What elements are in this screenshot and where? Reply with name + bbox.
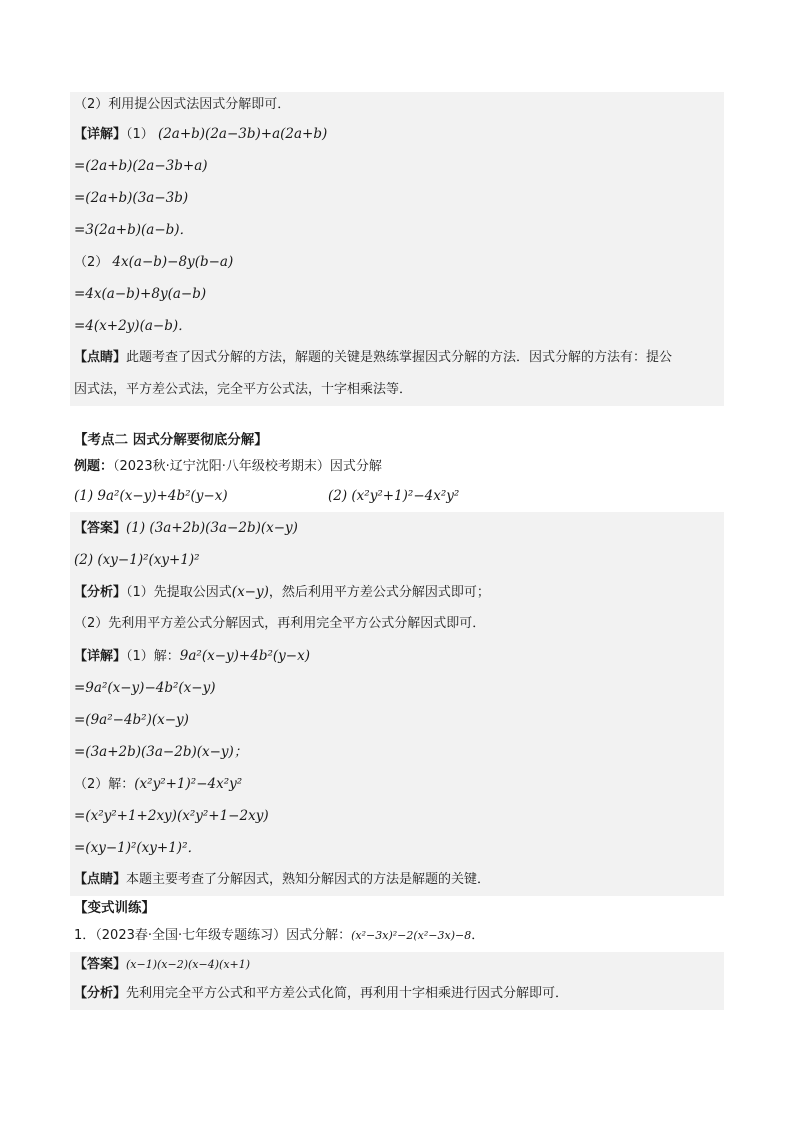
step-expression: =(9a²−4b²)(x−y) [74,712,189,728]
step-line [70,800,724,832]
exercise-question: 1．（2023春·全国·七年级专题练习）因式分解：(x²−3x)²−2(x²−3x)−8． [74,928,485,943]
example-source: （2023秋·辽宁沈阳·八年级校考期末）因式分解 [113,459,382,474]
intro-line [70,92,724,118]
comment-line-2 [70,374,724,406]
question-1: (1) 9a²(x−y)+4b²(y−x) [74,488,228,504]
comment-label: 【点睛】 [74,350,127,365]
comment-line [70,342,724,374]
comment-line [70,864,724,896]
analysis-line: 【分析】（1）先提取公因式(x−y)，然后利用平方差公式分解因式即可； [70,576,724,608]
comment-text: 本题主要考查了分解因式，熟知分解因式的方法是解题的关键． [126,872,491,887]
detail2-expression: (x²y²+1)²−4x²y² [134,776,243,792]
example-line [70,454,724,480]
analysis-line [70,978,724,1010]
answer-2: (2) (xy−1)²(xy+1)² [74,552,200,568]
answer-expression: (x−1)(x−2)(x−4)(x+1) [126,958,251,971]
step-expression: =9a²(x−y)−4b²(x−y) [74,680,216,696]
answer-label: 【答案】 [74,521,127,536]
detail-label: 【详解】 [74,127,127,142]
step-expression: =(x²y²+1+2xy)(x²y²+1−2xy) [74,808,269,824]
step-expression: =(2a+b)(2a−3b+a) [74,158,208,174]
analysis-text: 先利用完全平方公式和平方差公式化简，再利用十字相乘进行因式分解即可． [126,986,569,1001]
step-expression: =4(x+2y)(a−b)． [74,318,192,334]
detail-line: 【详解】（1）解：9a²(x−y)+4b²(y−x) [70,640,724,672]
step-expression: =(2a+b)(3a−3b) [74,190,189,206]
step-expression: =(xy−1)²(xy+1)²． [74,840,201,856]
question-2: (2) (x²y²+1)²−4x²y² [328,488,460,504]
analysis-text: （2）先利用平方差公式分解因式，再利用完全平方公式分解因式即可． [74,616,486,631]
detail-line [70,118,724,150]
step-line [70,310,724,342]
step-expression: =(3a+2b)(3a−2b)(x−y)； [74,744,248,760]
section-title: 【考点二 因式分解要彻底分解】 [74,432,268,448]
part2-line [70,246,724,278]
answer-line-2 [70,544,724,576]
comment-text: 此题考查了因式分解的方法，解题的关键是熟练掌握因式分解的方法．因式分解的方法有：提公 [126,350,673,365]
part2-expression: 4x(a−b)−8y(b−a) [112,254,234,270]
exercise-expression: (x²−3x)²−2(x²−3x)−8 [351,929,472,942]
question-row [70,480,724,512]
step-line [70,182,724,214]
step-line [70,704,724,736]
analysis-label: 【分析】 [74,986,127,1001]
step-expression: =4x(a−b)+8y(a−b) [74,286,207,302]
detail-expression: (2a+b)(2a−3b)+a(2a+b) [157,126,328,142]
comment-label: 【点睛】 [74,872,127,887]
section-title: 【变式训练】 [74,900,155,916]
detail2-line: （2）解：(x²y²+1)²−4x²y² [70,768,724,800]
comment-text-2: 因式法，平方差公式法，完全平方公式法，十字相乘法等． [74,382,413,397]
step-line [70,278,724,310]
answer-line [70,952,724,978]
intro-text: （2）利用提公因式法因式分解即可． [74,97,291,112]
step-line [70,672,724,704]
detail-expression: 9a²(x−y)+4b²(y−x) [179,648,310,664]
part2-label: （2） [74,255,109,270]
answer-label: 【答案】 [74,957,127,972]
step-line [70,214,724,246]
detail-text: （1） [126,127,154,142]
step-line [70,150,724,182]
detail-label: 【详解】 [74,649,127,664]
document-page [70,92,724,1010]
step-expression: =3(2a+b)(a−b)． [74,222,194,238]
answer-1: (1) (3a+2b)(3a−2b)(x−y) [126,520,298,536]
analysis-line-2 [70,608,724,640]
analysis-label: 【分析】 [74,585,127,600]
answer-line [70,512,724,544]
example-label: 例题： [74,459,114,474]
step-line [70,736,724,768]
step-line [70,832,724,864]
analysis-expression: (x−y) [231,584,269,600]
